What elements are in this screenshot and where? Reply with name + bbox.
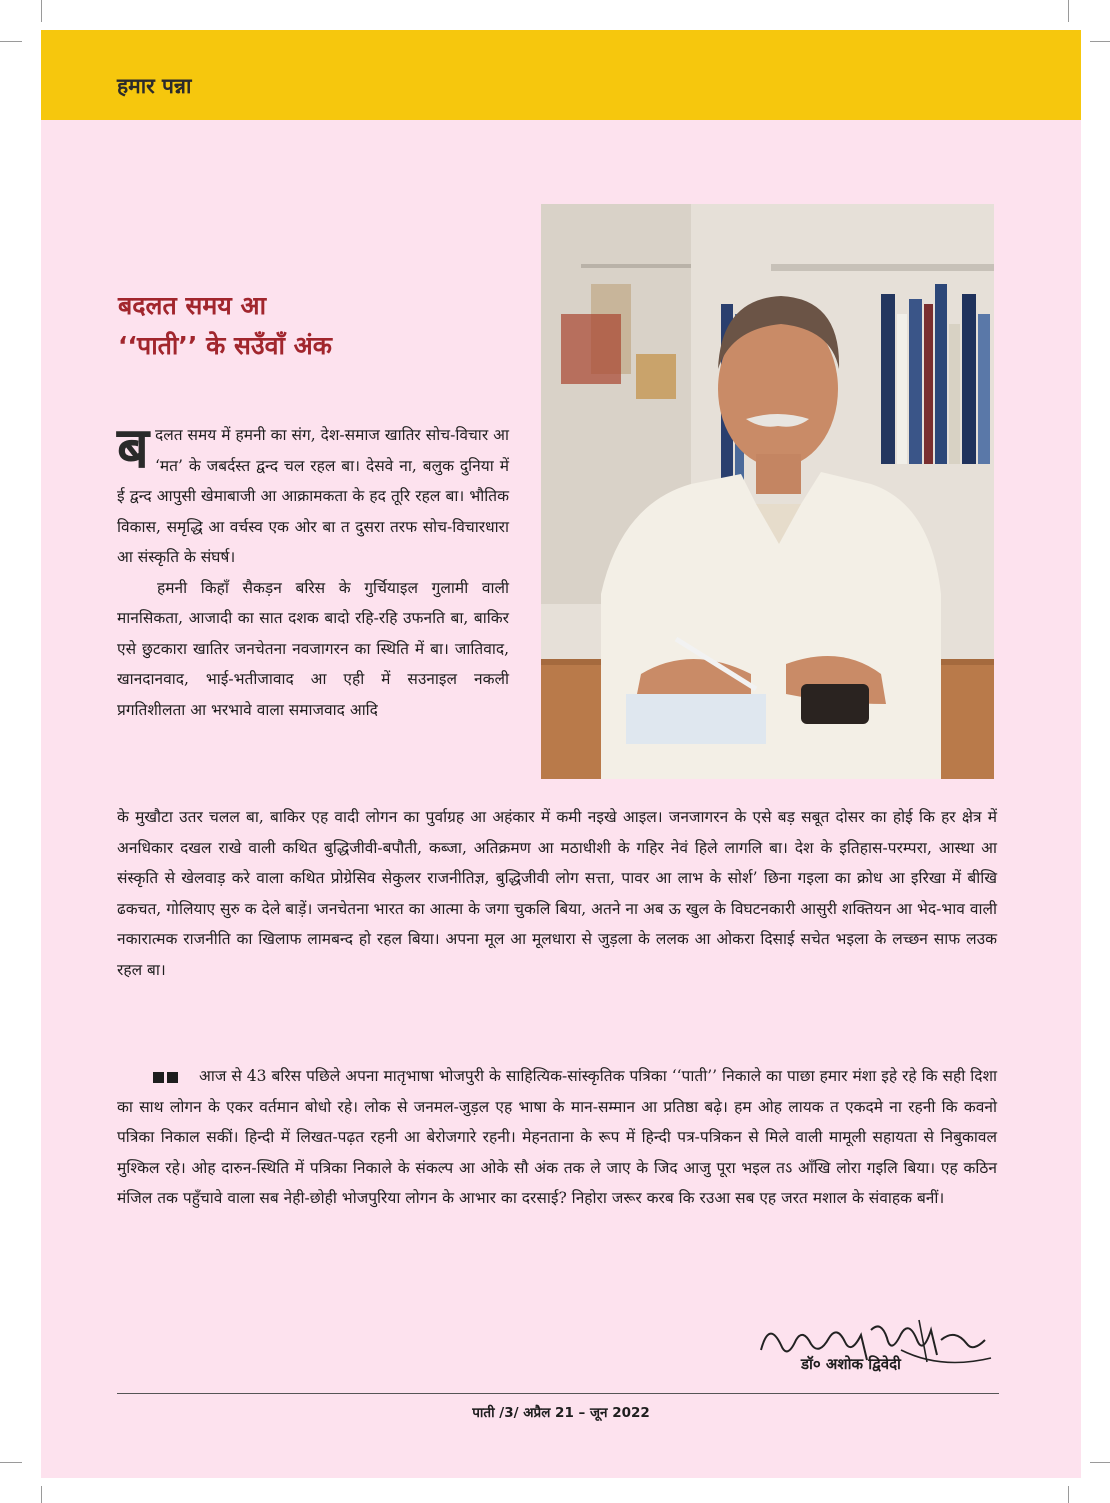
bullet-square [167,1072,178,1083]
section-label: हमार पन्ना [117,74,192,98]
author-photo-illustration [541,204,994,779]
article-title [118,286,332,366]
author-photo [541,204,994,779]
crop-mark [1090,1462,1110,1463]
bullet-square [153,1072,164,1083]
footer-rule [117,1393,999,1394]
crop-mark [1068,0,1069,22]
crop-mark [1090,41,1110,42]
author-name: डॉ० अशोक द्विवेदी [801,1355,901,1373]
magazine-page [41,30,1081,1478]
header-band [41,30,1081,120]
paragraph-3 [117,1061,997,1214]
crop-mark [41,1486,42,1503]
article-column-text [117,416,509,725]
page-footer: पाती /3/ अप्रैल 21 – जून 2022 [472,1405,650,1421]
section-bullets [153,1067,181,1085]
title-line-2: ‘‘पाती’’ के सउँवाँ अंक [118,331,332,360]
paragraph-3-text: आज से 43 बरिस पछिले अपना मातृभाषा भोजपुरी के साहित्यिक-सांस्कृतिक पत्रिका ‘‘पाती’’ निकाले का पाछा हमार मंशा इहे रहे कि सही दिशा का साथ लोगन के एकर वर्तमान बोधो रहे। लोक से जनमल-जुड़ल एह भाषा के मान-सम्मान आ प्रतिष्ठा बढ़े। हम ओह लायक त एकदमे ना रहनी कि कवनो पत्रिका निकाल सकीं। हिन्दी में लिखत-पढ़त रहनी आ बेरोजगारे रहनी। मेहनताना के रूप में हिन्दी पत्र-पत्रिकन से मिले वाली मामूली सहायता से निबुकावल मुश्किल रहे। ओह दारुन-स्थिति में पत्रिका निकाले के संकल्प आ ओके सौ अंक तक ले जाए के जिद आजु पूरा भइल तऽ आँखि लोरा गइलि बिया। एह कठिन मंजिल तक पहुँचावे वाला सब नेही-छोही भोजपुरिया लोगन के आभार का दरसाई? निहोरा जरूर करब कि रउआ सब एह जरत मशाल के संवाहक बनीं। [117,1067,997,1207]
dropcap: ब [117,416,149,481]
paragraph-2-start: हमनी किहाँ सैकड़न बरिस के गुर्चियाइल गुलामी वाली मानसिकता, आजादी का सात दशक बादो रहि-रहि उफनति बा, बाकिर एसे छुटकारा खातिर जनचेतना नवजागरन का स्थिति में बा। जातिवाद, खानदानवाद, भाई-भतीजावाद आ एही में सउनाइल नकली प्रगतिशीलता आ भरभावे वाला समाजवाद आदि [117,578,509,719]
crop-mark [1068,1486,1069,1503]
crop-mark [41,0,42,22]
crop-mark [0,1462,22,1463]
paragraph-1: दलत समय में हमनी का संग, देश-समाज खातिर सोच-विचार आ ‘मत’ के जबर्दस्त द्वन्द चल रहल बा। देसवे ना, बलुक दुनिया में ई द्वन्द आपुसी खेमाबाजी आ आक्रामकता के हद तूरि रहल बा। भौतिक विकास, समृद्धि आ वर्चस्व एक ओर बा त दुसरा तरफ सोच-विचारधारा आ संस्कृति के संघर्ष। [117,426,509,566]
title-line-1: बदलत समय आ [118,291,267,320]
paragraph-2-continued: के मुखौटा उतर चलल बा, बाकिर एह वादी लोगन का पुर्वाग्रह आ अहंकार में कमी नइखे आइल। जनजागरन के एसे बड़ सबूत दोसर का होई कि हर क्षेत्र में अनधिकार दखल राखे वाली कथित बुद्धिजीवी-बपौती, कब्जा, अतिक्रमण आ मठाधीशी के गहिर नेवं हिले लागलि बा। देश के इतिहास-परम्परा, आस्था आ संस्कृति से खेलवाड़ करे वाला कथित प्रोग्रेसिव सेकुलर राजनीतिज्ञ, बुद्धिजीवी लोग सत्ता, पावर आ लाभ के सोर्श’ छिना गइला का क्रोध आ इरिखा में बीखि ढकचत, गोलियाए सुरु क देले बाड़ें। जनचेतना भारत का आत्मा के जगा चुकलि बिया, अतने ना अब ऊ खुल के विघटनकारी आसुरी शक्तियन आ भेद-भाव वाली नकारात्मक राजनीति का खिलाफ लामबन्द हो रहल बिया। अपना मूल आ मूलधारा से जुड़ला के ललक आ ओकरा दिसाई सचेत भइला के लच्छन साफ लउक रहल बा। [117,808,997,979]
crop-mark [0,41,22,42]
